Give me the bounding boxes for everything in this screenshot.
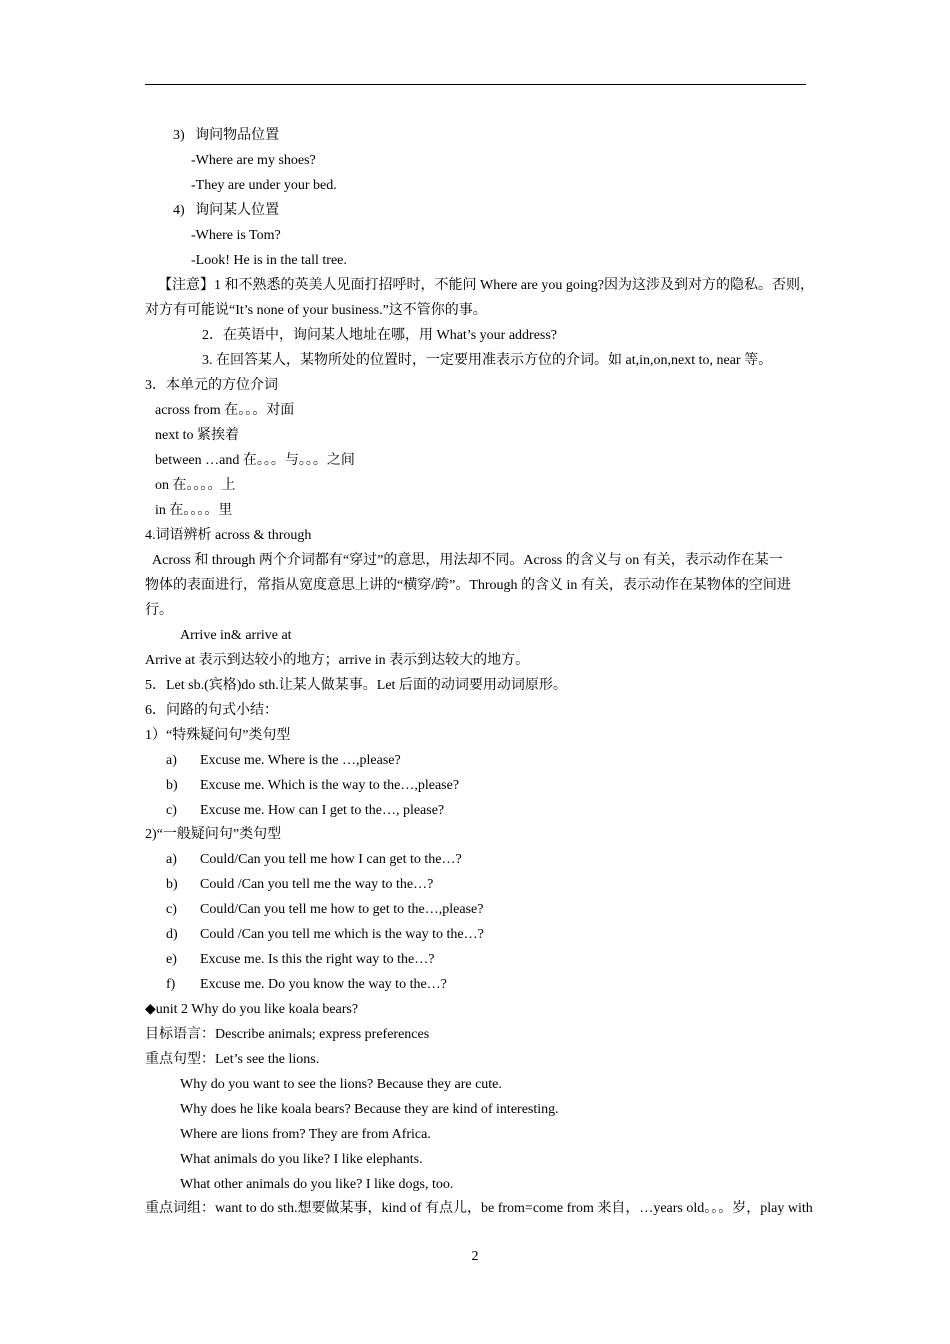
vocab-item: between …and 在。。。与。。。之间 — [155, 453, 355, 468]
list-item: a) Excuse me. Where is the …,please? — [166, 753, 401, 768]
header-rule — [145, 84, 806, 85]
section-heading: 6．问路的句式小结： — [145, 703, 278, 718]
note-item: 3. 在回答某人，某物所处的位置时，一定要用准表示方位的介词。如 at,in,on,next to, near 等。 — [202, 353, 773, 368]
key-sentence: What other animals do you like? I like dogs, too. — [180, 1177, 454, 1192]
list-item: b) Excuse me. Which is the way to the…,please? — [166, 778, 460, 793]
body-paragraph: 物体的表面进行，常指从宽度意思上讲的“横穿/跨”。Through 的含义 in 有关，表示动作在某物体的空间进 — [145, 578, 791, 593]
note-paragraph: 对方有可能说“It’s none of your business.”这不管你的事。 — [145, 303, 487, 318]
subheading: 1）“特殊疑问句”类句型 — [145, 728, 291, 743]
list-item: c) Could/Can you tell me how to get to the…,please? — [166, 902, 484, 917]
key-sentence: Why do you want to see the lions? Because they are cute. — [180, 1077, 502, 1092]
body-paragraph: 行。 — [145, 603, 173, 618]
key-sentence: What animals do you like? I like elephants. — [180, 1152, 423, 1167]
target-language: 目标语言：Describe animals; express preferences — [145, 1027, 430, 1042]
key-phrases: 重点词组：want to do sth.想要做某事，kind of 有点儿，be from=come from 来自，…years old。。。岁，play with — [145, 1201, 813, 1216]
list-item: b) Could /Can you tell me the way to the…? — [166, 877, 434, 892]
vocab-item: next to 紧挨着 — [155, 428, 239, 443]
item-4-heading: 4) 询问某人位置 — [173, 203, 280, 218]
note-paragraph: 【注意】1 和不熟悉的英美人见面打招呼时，不能问 Where are you going?因为这涉及到对方的隐私。否则， — [158, 278, 814, 293]
list-item: f) Excuse me. Do you know the way to the…? — [166, 977, 447, 992]
subheading: Arrive in& arrive at — [180, 628, 292, 643]
list-item: a) Could/Can you tell me how I can get to the…? — [166, 852, 462, 867]
key-sentence: Why does he like koala bears? Because they are kind of interesting. — [180, 1102, 559, 1117]
unit-heading: ◆unit 2 Why do you like koala bears? — [145, 1002, 359, 1017]
list-item: e) Excuse me. Is this the right way to the…? — [166, 952, 435, 967]
vocab-item: on 在。。。。上 — [155, 478, 236, 493]
dialogue-line: -They are under your bed. — [191, 178, 337, 193]
body-paragraph: Across 和 through 两个介词都有“穿过”的意思，用法却不同。Across 的含义与 on 有关，表示动作在某一 — [152, 553, 783, 568]
dialogue-line: -Look! He is in the tall tree. — [191, 253, 347, 268]
section-heading: 3．本单元的方位介词 — [145, 378, 278, 393]
body-paragraph: Arrive at 表示到达较小的地方；arrive in 表示到达较大的地方。 — [145, 653, 530, 668]
key-sentence: Where are lions from? They are from Africa. — [180, 1127, 431, 1142]
list-item: c) Excuse me. How can I get to the…, please? — [166, 803, 445, 818]
note-item: 2．在英语中，询问某人地址在哪，用 What’s your address? — [202, 328, 558, 343]
vocab-item: in 在。。。。里 — [155, 503, 233, 518]
page-number: 2 — [471, 1249, 479, 1264]
section-heading: 4.词语辨析 across & through — [145, 528, 312, 543]
list-item: d) Could /Can you tell me which is the way to the…? — [166, 927, 484, 942]
dialogue-line: -Where is Tom? — [191, 228, 281, 243]
subheading: 2)“一般疑问句”类句型 — [145, 827, 282, 842]
dialogue-line: -Where are my shoes? — [191, 153, 316, 168]
vocab-item: across from 在。。。对面 — [155, 403, 295, 418]
item-3-heading: 3) 询问物品位置 — [173, 128, 280, 143]
section-heading: 5．Let sb.(宾格)do sth.让某人做某事。Let 后面的动词要用动词原形。 — [145, 678, 567, 693]
key-sentences: 重点句型：Let’s see the lions. — [145, 1052, 320, 1067]
